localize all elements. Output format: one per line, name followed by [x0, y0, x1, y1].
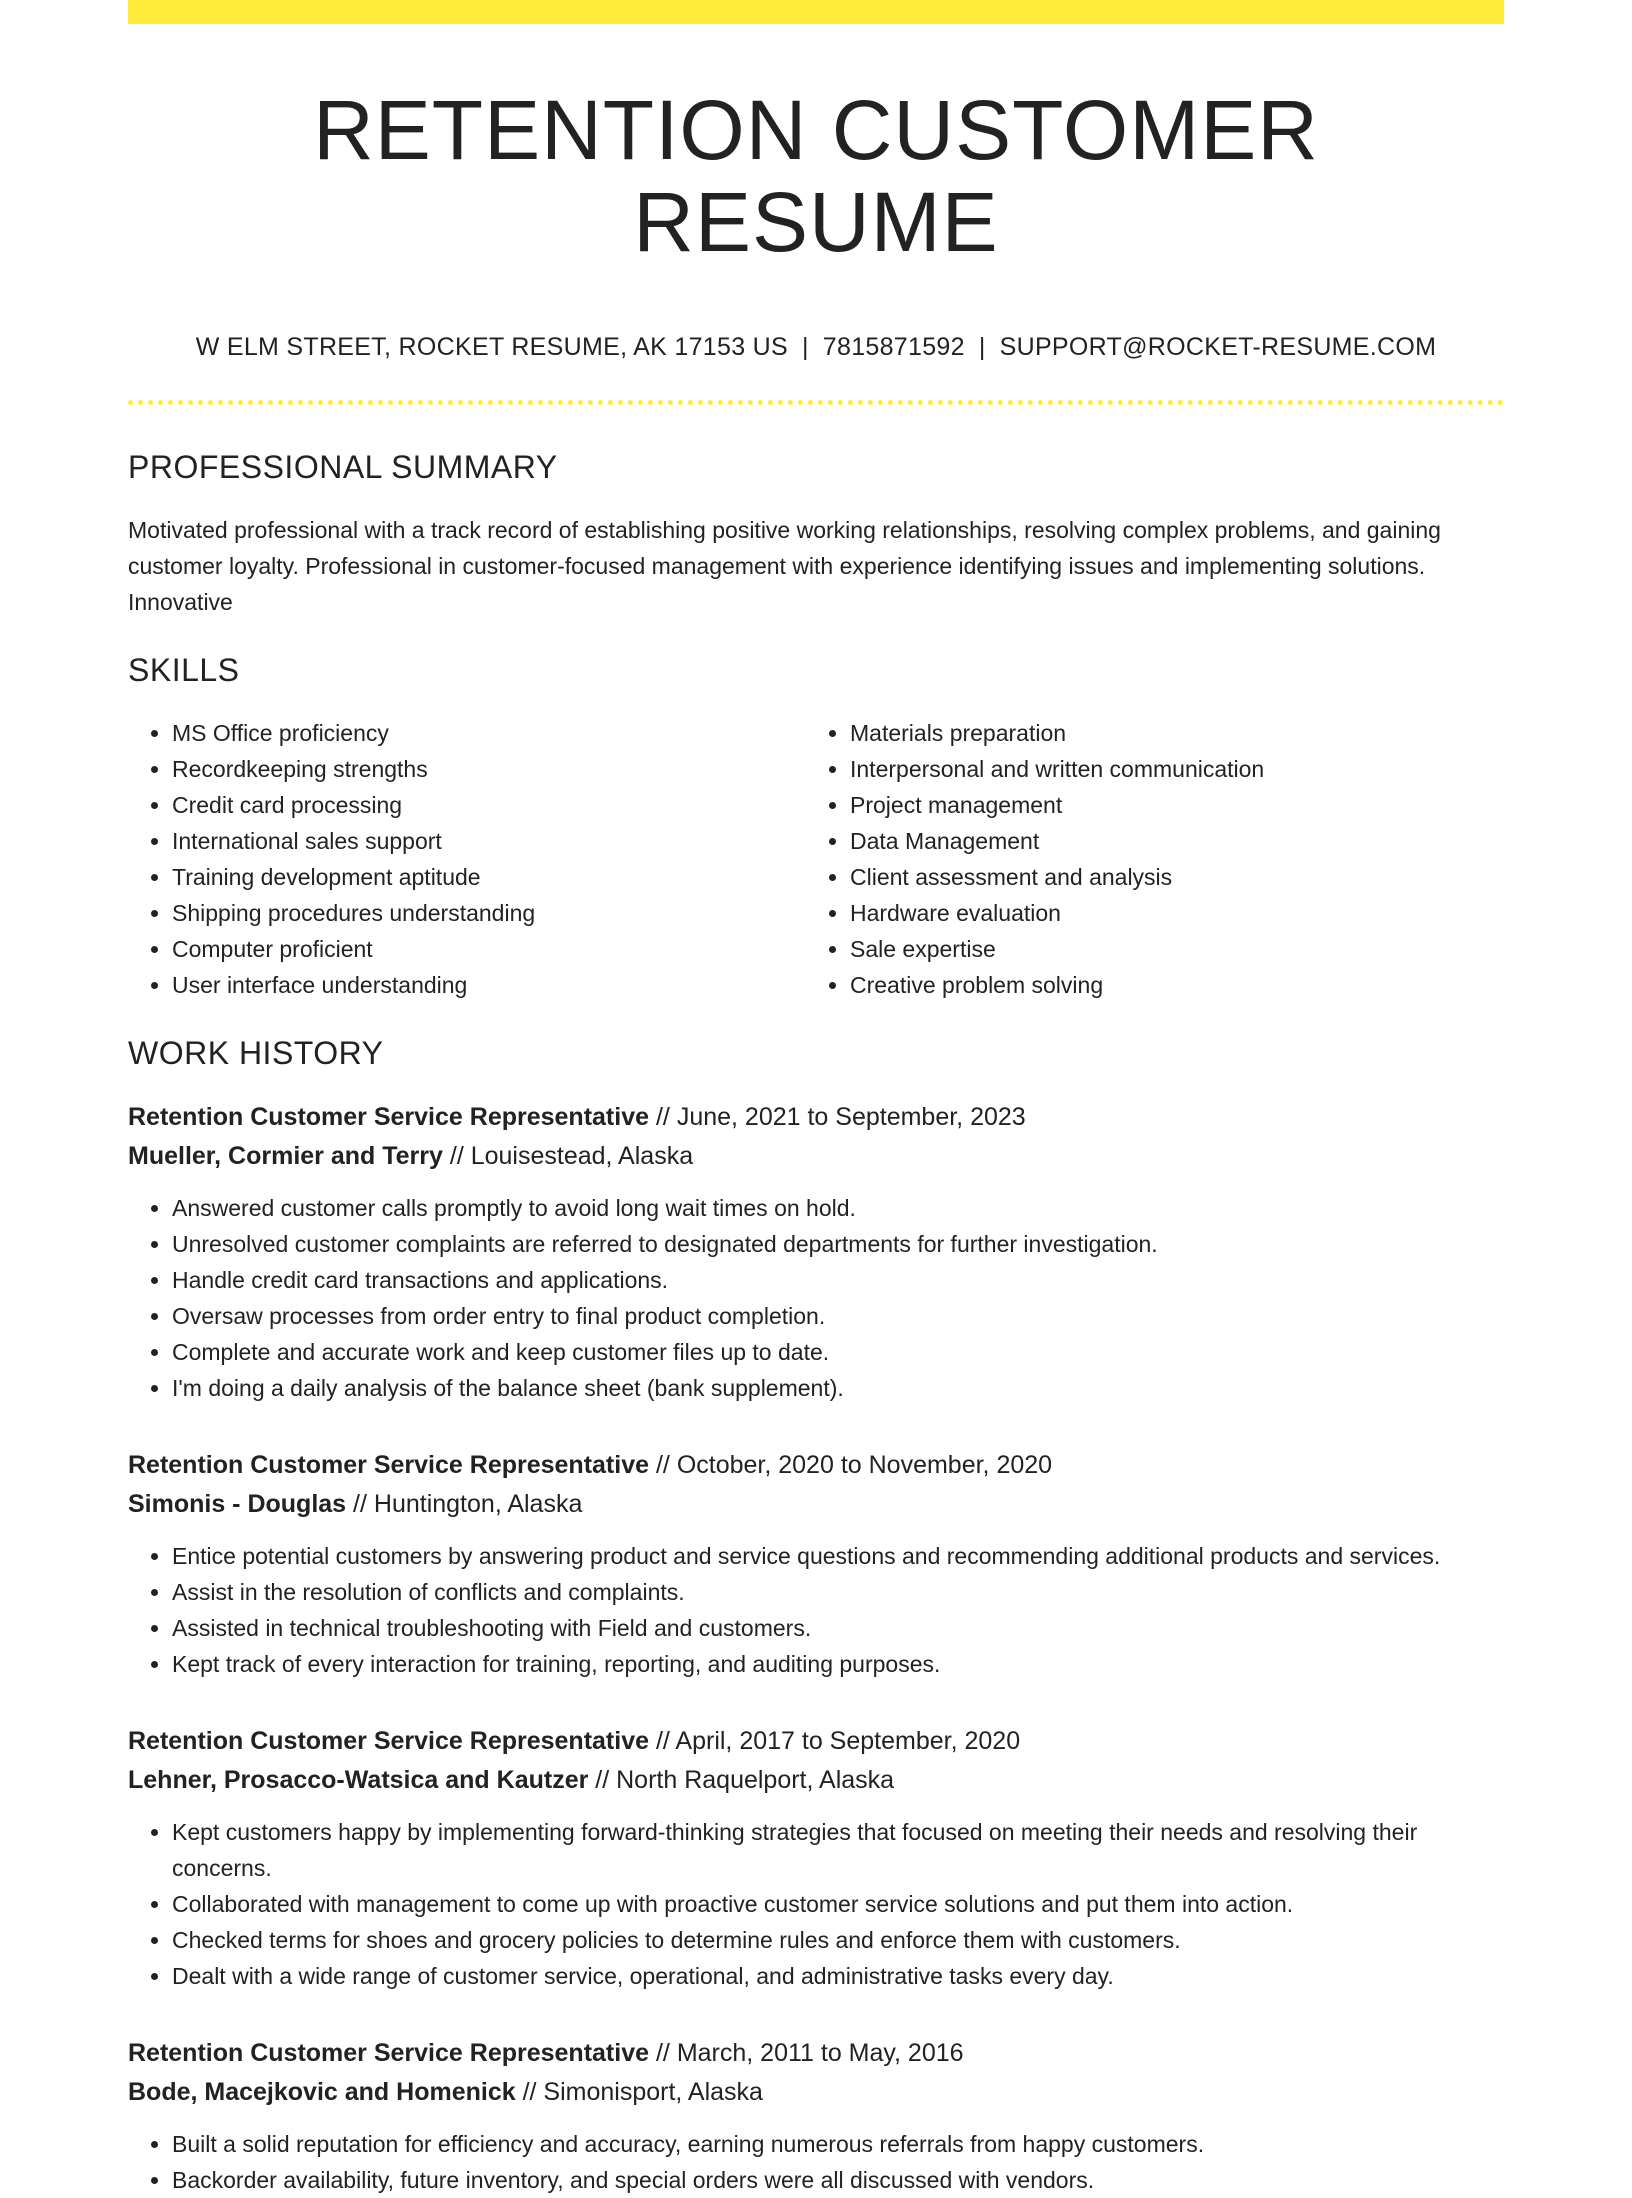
skill-item: • Training development aptitude	[172, 859, 806, 895]
resume-page	[128, 0, 1504, 2198]
job-company-line	[128, 1761, 1504, 1800]
contact-phone: 7815871592	[822, 332, 965, 361]
job-bullets	[128, 2126, 1504, 2198]
skill-item: • Shipping procedures understanding	[172, 895, 806, 931]
job-delimiter: //	[588, 1765, 617, 1794]
job-location: North Raquelport, Alaska	[616, 1765, 895, 1794]
job-bullet: • Kept track of every interaction for training, reporting, and auditing purposes.	[172, 1646, 1504, 1682]
accent-bar	[128, 0, 1504, 24]
job-location: Simonisport, Alaska	[543, 2077, 763, 2106]
job-company: Lehner, Prosacco-Watsica and Kautzer	[128, 1765, 589, 1794]
skill-item: • International sales support	[172, 823, 806, 859]
job-bullet: • Assisted in technical troubleshooting with Field and customers.	[172, 1610, 1504, 1646]
skill-item: • Materials preparation	[850, 715, 1484, 751]
job-delimiter: //	[649, 2038, 677, 2067]
job-company: Bode, Macejkovic and Homenick	[128, 2077, 516, 2106]
job-delimiter: //	[442, 1141, 471, 1170]
job-company-line	[128, 1485, 1504, 1524]
skills-columns	[128, 715, 1504, 1003]
job-bullet: • Complete and accurate work and keep customer files up to date.	[172, 1334, 1504, 1370]
summary-text: Motivated professional with a track record of establishing positive working relationships, resolving complex problems, and gaining customer loyalty. Professional in customer-focused management with experience identifying issues and implementing solutions. Innovative	[128, 516, 1441, 615]
job-dates: June, 2021 to September, 2023	[676, 1102, 1026, 1131]
skill-item: • Creative problem solving	[850, 967, 1484, 1003]
job-delimiter: //	[649, 1102, 677, 1131]
skill-item: • Data Management	[850, 823, 1484, 859]
contact-separator: |	[801, 332, 809, 361]
job-entry	[128, 1722, 1504, 1994]
skill-item: • Credit card processing	[172, 787, 806, 823]
job-bullet: • Unresolved customer complaints are referred to designated departments for further investigation.	[172, 1226, 1504, 1262]
skills-right-list	[806, 715, 1484, 1003]
skill-item: • MS Office proficiency	[172, 715, 806, 751]
job-bullets	[128, 1190, 1504, 1406]
job-bullet: • Oversaw processes from order entry to final product completion.	[172, 1298, 1504, 1334]
job-bullet: • Answered customer calls promptly to avoid long wait times on hold.	[172, 1190, 1504, 1226]
job-entry	[128, 2034, 1504, 2198]
job-role: Retention Customer Service Representative	[128, 1726, 650, 1755]
job-delimiter: //	[649, 1726, 676, 1755]
skill-item: • Recordkeeping strengths	[172, 751, 806, 787]
job-bullet: • Checked terms for shoes and grocery policies to determine rules and enforce them with customers.	[172, 1922, 1504, 1958]
job-bullet: • Entice potential customers by answering product and service questions and recommending additional products and services.	[172, 1538, 1504, 1574]
work-history-heading: WORK HISTORY	[128, 1034, 384, 1071]
job-location: Louisestead, Alaska	[470, 1141, 694, 1170]
job-company: Mueller, Cormier and Terry	[128, 1141, 443, 1170]
skills-heading: SKILLS	[128, 651, 240, 688]
job-role-line	[128, 2034, 1504, 2073]
job-dates: March, 2011 to May, 2016	[676, 2038, 964, 2067]
job-delimiter: //	[515, 2077, 544, 2106]
contact-email: SUPPORT@ROCKET-RESUME.COM	[999, 332, 1437, 361]
contact-line	[128, 333, 1504, 362]
job-bullet: • Assist in the resolution of conflicts and complaints.	[172, 1574, 1504, 1610]
skill-item: • Interpersonal and written communication	[850, 751, 1484, 787]
job-bullet: • Handle credit card transactions and applications.	[172, 1262, 1504, 1298]
job-bullet: • I'm doing a daily analysis of the balance sheet (bank supplement).	[172, 1370, 1504, 1406]
job-delimiter: //	[649, 1450, 677, 1479]
job-bullet: • Built a solid reputation for efficiency and accuracy, earning numerous referrals from happy customers.	[172, 2126, 1504, 2162]
job-bullet: • Dealt with a wide range of customer service, operational, and administrative tasks every day.	[172, 1958, 1504, 1994]
job-delimiter: //	[346, 1489, 374, 1518]
job-location: Huntington, Alaska	[373, 1489, 583, 1518]
skill-item: • Sale expertise	[850, 931, 1484, 967]
job-bullets	[128, 1538, 1504, 1682]
job-role-line	[128, 1446, 1504, 1485]
skills-left-list	[128, 715, 806, 1003]
job-dates: October, 2020 to November, 2020	[676, 1450, 1053, 1479]
skill-item: • Project management	[850, 787, 1484, 823]
job-entry	[128, 1098, 1504, 1406]
contact-address: W ELM STREET, ROCKET RESUME, AK 17153 US	[195, 332, 788, 361]
job-bullet: • Collaborated with management to come up with proactive customer service solutions and put them into action.	[172, 1886, 1504, 1922]
skill-item: • Computer proficient	[172, 931, 806, 967]
job-role: Retention Customer Service Representative	[128, 1450, 650, 1479]
contact-separator: |	[978, 332, 986, 361]
dotted-divider	[128, 400, 1504, 405]
job-bullet: • Kept customers happy by implementing forward-thinking strategies that focused on meeting their needs and resolving their concerns.	[172, 1814, 1504, 1886]
job-entry	[128, 1446, 1504, 1682]
skill-item: • Hardware evaluation	[850, 895, 1484, 931]
job-company-line	[128, 2073, 1504, 2112]
job-company: Simonis - Douglas	[128, 1489, 347, 1518]
job-bullet: • Backorder availability, future inventory, and special orders were all discussed with vendors.	[172, 2162, 1504, 2198]
job-role-line	[128, 1722, 1504, 1761]
resume-title: RETENTION CUSTOMER RESUME	[313, 83, 1319, 270]
job-role: Retention Customer Service Representative	[128, 2038, 650, 2067]
skill-item: • Client assessment and analysis	[850, 859, 1484, 895]
job-role: Retention Customer Service Representative	[128, 1102, 650, 1131]
job-company-line	[128, 1137, 1504, 1176]
summary-heading: PROFESSIONAL SUMMARY	[128, 448, 558, 485]
skill-item: • User interface understanding	[172, 967, 806, 1003]
job-role-line	[128, 1098, 1504, 1137]
job-dates: April, 2017 to September, 2020	[675, 1726, 1021, 1755]
job-bullets	[128, 1814, 1504, 1994]
